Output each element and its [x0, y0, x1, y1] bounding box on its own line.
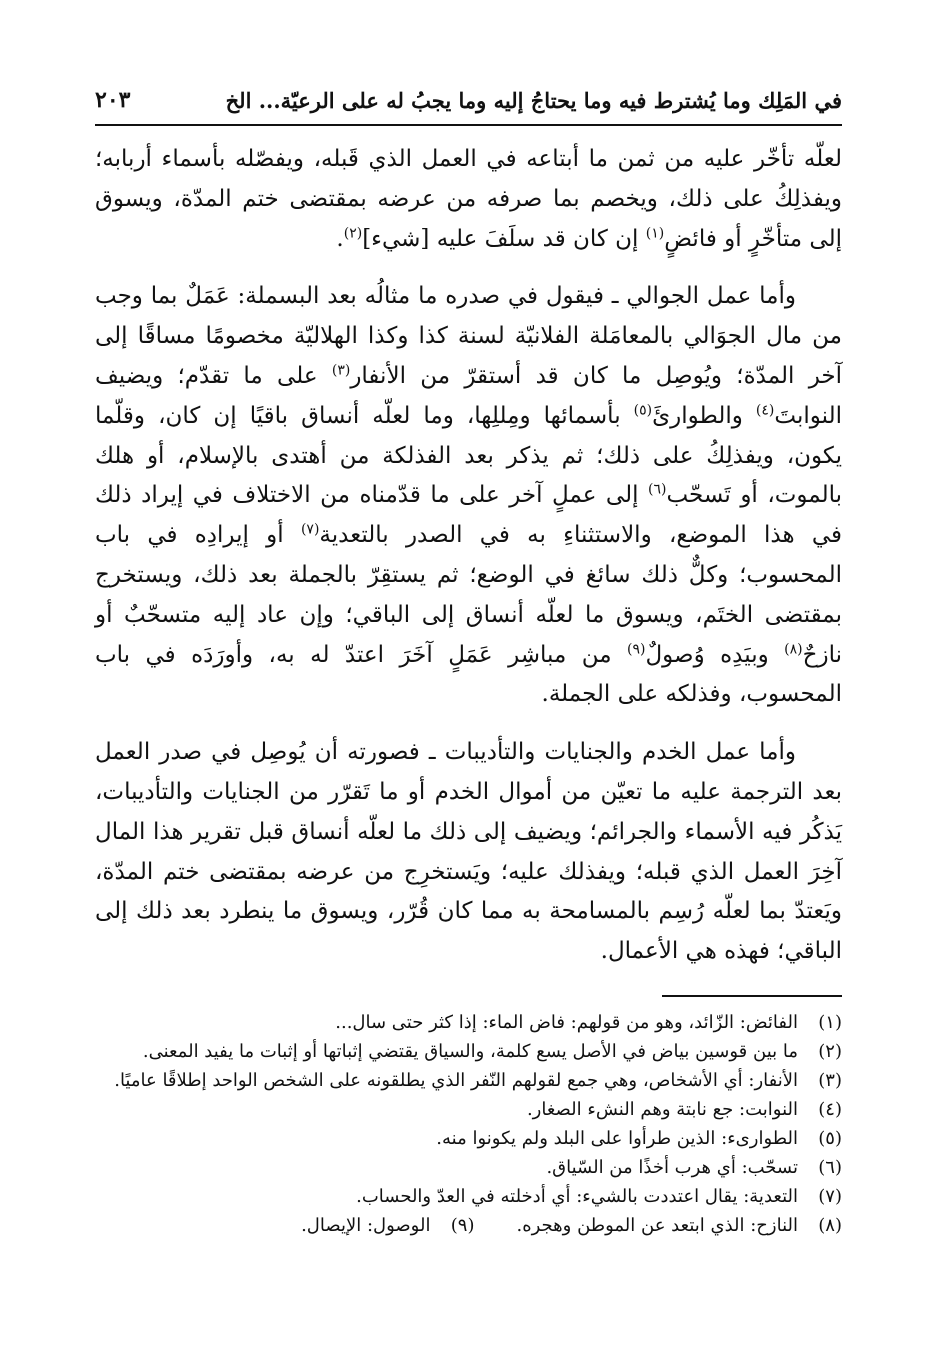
footnote-ref-7: (٧): [300, 521, 320, 538]
footnote-ref-3: (٣): [331, 362, 351, 379]
footnote-ref-8: (٨): [784, 640, 803, 657]
footnote-ref-9: (٩): [627, 640, 646, 657]
footnote-2: (٢) ما بين قوسين بياض في الأصل يسع كلمة، والسياق يقتضي إثباتها أو إثبات ما يفيد المعنى.: [142, 1041, 842, 1062]
footnote-ref-4: (٤): [755, 402, 775, 419]
paragraph-2: وأما عمل الجوالي ـ فيقول في صدره ما مثالُه بعد البسملة: عَمَلٌ بما وجب من مال الجوَالي بالمعامَلة الفلانيّة لسنة كذا وكذا الهلاليّة مخصومًا مساقًا إلى آخر المدّة؛ ويُوصِل ما كان قد أستقرّ من الأنفار$^{(٣)}$ على ما تقدّم؛ ويضيف النوابتَ$^{(٤)}$ والطوارئَ$^{(٥)}$ بأسمائها ومِللِها، وما لعلّه أنساق باقيًا إن كان، وقلّما يكون، ويفذلِكُ على ذلك؛ ثم يذكر بعد الفذلكة من أهتدى بالإسلام، أو هلك بالموت، أو تَسحّب$^{(٦)}$ إلى عملٍ آخر على ما قدّمناه من الاختلاف في إيراد ذلك في هذا الموضع، والاستثناءِ به في الصدر بالتعدية$^{(٧)}$ أو إيرادِه في باب المحسوب؛ وكلٌّ ذلك سائغ في الوضع؛ ثم يستقِرّ بالجملة بعد ذلك، ويستخرج بمقتضى الختَم، ويسوق ما لعلّه أنساق إلى الباقي؛ وإن عاد إليه متسحّبٌ أو نازحٌ$^{(٨)}$ وبيَدِه وُصولٌ$^{(٩)}$ من مباشِر عَمَلٍ آخَرَ اعتدّ له به، وأورَدَه في باب المحسوب، وفذلكه على الجملة.: [95, 283, 842, 708]
footnote-1: (١) الفائض: الزّائد، وهو من قولهم: فاض الماء: إذا كثر حتى سال...: [335, 1012, 842, 1033]
page-number: ٢٠٣: [95, 87, 131, 113]
footnote-8: (٨) النازح: الذي ابتعد عن الموطن وهجره.: [516, 1215, 842, 1236]
footnotes: [95, 1008, 842, 1240]
footnote-ref-6: (٦): [648, 481, 667, 498]
footnote-6: (٦) تسحّب: أي هرب أخذًا من السّياق.: [546, 1157, 842, 1178]
header-divider: [95, 124, 842, 126]
footnote-3: (٣) الأنفار: أي الأشخاص، وهي جمع لقولهم النّفر الذي يطلقونه على الشخص الواحد إطلاقًا عاميًا.: [114, 1070, 842, 1091]
paragraph-3: وأما عمل الخدم والجنايات والتأديبات ـ فصورته أن يُوصِل في صدر العمل بعد الترجمة عليه ما تعيّن من أموال الخدم أو ما تَقرّر من الجنايات والتأديبات، يَذكُر فيه الأسماء والجرائم؛ ويضيف إلى ذلك ما لعلّه أنساق قبل تقرير هذا المال آخِرَ العمل الذي قبله؛ ويفذلك عليه؛ ويَستخرِج من عرضه بمقتضى ختم المدّة، ويَعتدّ بما لعلّه رُسِم بالمسامحة به مما كان قُرّر، ويسوق ما ينطرد بعد ذلك إلى الباقي؛ فهذه هي الأعمال.: [95, 739, 842, 965]
running-header: [95, 80, 842, 120]
main-text: [95, 140, 842, 990]
footnote-divider: [662, 995, 842, 997]
footnote-5: (٥) الطوارىء: الذين طرأوا على البلد ولم يكونوا منه.: [436, 1128, 842, 1149]
paragraph-1: لعلّه تأخّر عليه من ثمن ما أبتاعه في العمل الذي قَبله، ويفصّله بأسماء أربابه؛ ويفذلِكُ على ذلك، ويخصم بما صرفه من عرضه بمقتضى ختم المدّة، ويسوق إلى متأخّرٍ أو فائضٍ$^{(١)}$ إن كان قد سلَفَ عليه [شيء]$^{(٢)}$.: [95, 146, 842, 252]
footnote-ref-2: (٢): [343, 224, 363, 241]
footnote-7: (٧) التعدية: يقال اعتددت بالشيء: أي أدخلته في العدّ والحساب.: [356, 1186, 842, 1207]
footnote-9: (٩) الوصول: الإيصال.: [301, 1215, 475, 1236]
footnote-4: (٤) النوابت: جع نابتة وهم النشء الصغار.: [526, 1099, 842, 1120]
header-title: في المَلِك وما يُشترط فيه وما يحتاجُ إليه وما يجبُ له على الرعيّة... الخ: [225, 87, 842, 113]
footnote-ref-1: (١): [645, 224, 665, 241]
footnote-row-8-9: [95, 1211, 842, 1240]
footnote-ref-5: (٥): [633, 402, 653, 419]
